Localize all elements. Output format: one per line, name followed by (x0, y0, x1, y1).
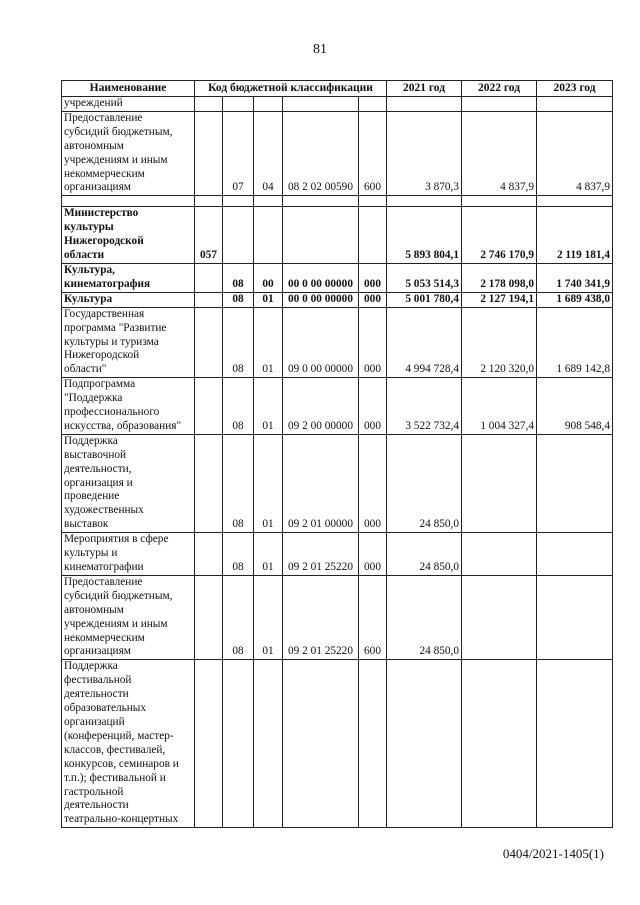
row-vr: 000 (359, 292, 387, 307)
row-2023: 1 689 438,0 (537, 292, 613, 307)
row-2022: 2 127 194,1 (462, 292, 537, 307)
header-2023: 2023 год (537, 81, 613, 97)
row-name: учреждений (62, 97, 195, 112)
header-2021: 2021 год (387, 81, 462, 97)
table-row (62, 307, 613, 378)
row-name: Предоставление субсидий бюджетным, автономным учреждениям и иным некоммерческим организациям (62, 111, 195, 195)
row-2022: 2 746 170,9 (462, 207, 537, 264)
row-csr (283, 97, 359, 112)
row-csr: 08 2 02 00590 (283, 111, 359, 195)
budget-table (61, 80, 613, 828)
row-ved (195, 660, 223, 828)
row-2022 (462, 434, 537, 532)
table-row (62, 378, 613, 435)
row-rz: 08 (223, 434, 254, 532)
row-ved (195, 97, 223, 112)
row-rz (223, 660, 254, 828)
row-rz: 08 (223, 263, 254, 292)
row-vr: 600 (359, 575, 387, 659)
row-vr (359, 97, 387, 112)
row-name: Культура, кинематография (62, 263, 195, 292)
row-2022 (462, 660, 537, 828)
row-2022: 1 004 327,4 (462, 378, 537, 435)
row-2021: 5 893 804,1 (387, 207, 462, 264)
row-pr (254, 207, 283, 264)
document-code: 0404/2021-1405(1) (502, 846, 604, 861)
row-csr: 09 2 01 25220 (283, 533, 359, 576)
row-csr: 09 0 00 00000 (283, 307, 359, 378)
row-name: Предоставление субсидий бюджетным, автономным учреждениям и иным некоммерческим организациям (62, 575, 195, 659)
row-vr: 000 (359, 263, 387, 292)
row-name: Поддержка выставочной деятельности, организация и проведение художественных выставок (62, 434, 195, 532)
row-csr (283, 660, 359, 828)
row-2021: 5 053 514,3 (387, 263, 462, 292)
spacer-row (62, 196, 613, 207)
row-2021: 24 850,0 (387, 575, 462, 659)
row-2023 (537, 97, 613, 112)
header-2022: 2022 год (462, 81, 537, 97)
row-2021 (387, 97, 462, 112)
row-2021: 3 870,3 (387, 111, 462, 195)
row-vr: 000 (359, 434, 387, 532)
row-rz: 08 (223, 575, 254, 659)
row-pr: 00 (254, 263, 283, 292)
table-row (62, 533, 613, 576)
row-2023: 908 548,4 (537, 378, 613, 435)
row-pr: 04 (254, 111, 283, 195)
row-pr: 01 (254, 307, 283, 378)
row-csr: 00 0 00 00000 (283, 263, 359, 292)
header-code: Код бюджетной классификации (195, 81, 387, 97)
table-row (62, 207, 613, 264)
row-rz: 08 (223, 378, 254, 435)
row-ved (195, 111, 223, 195)
row-2022: 2 178 098,0 (462, 263, 537, 292)
row-pr: 01 (254, 434, 283, 532)
table-header-row (62, 81, 613, 97)
row-ved: 057 (195, 207, 223, 264)
row-2022 (462, 533, 537, 576)
row-rz: 08 (223, 292, 254, 307)
row-csr: 00 0 00 00000 (283, 292, 359, 307)
table-row (62, 434, 613, 532)
row-2021: 24 850,0 (387, 434, 462, 532)
row-pr: 01 (254, 292, 283, 307)
page-number: 81 (313, 42, 327, 57)
row-csr: 09 2 01 00000 (283, 434, 359, 532)
row-rz (223, 97, 254, 112)
row-rz (223, 207, 254, 264)
row-vr: 000 (359, 533, 387, 576)
table-row (62, 575, 613, 659)
row-vr (359, 660, 387, 828)
row-pr: 01 (254, 575, 283, 659)
row-2023: 1 740 341,9 (537, 263, 613, 292)
row-pr (254, 660, 283, 828)
row-2023: 4 837,9 (537, 111, 613, 195)
row-csr: 09 2 01 25220 (283, 575, 359, 659)
row-vr (359, 207, 387, 264)
table-row (62, 111, 613, 195)
row-2022: 4 837,9 (462, 111, 537, 195)
row-pr: 01 (254, 533, 283, 576)
row-2022 (462, 575, 537, 659)
row-2022: 2 120 320,0 (462, 307, 537, 378)
row-ved (195, 434, 223, 532)
row-2023 (537, 575, 613, 659)
row-ved (195, 263, 223, 292)
row-rz: 07 (223, 111, 254, 195)
row-2023 (537, 434, 613, 532)
row-2023: 1 689 142,8 (537, 307, 613, 378)
row-ved (195, 292, 223, 307)
row-ved (195, 575, 223, 659)
table-row (62, 660, 613, 828)
table-row (62, 97, 613, 112)
row-rz: 08 (223, 307, 254, 378)
row-pr (254, 97, 283, 112)
row-vr: 000 (359, 307, 387, 378)
row-ved (195, 533, 223, 576)
row-pr: 01 (254, 378, 283, 435)
row-2023 (537, 660, 613, 828)
row-vr: 600 (359, 111, 387, 195)
row-ved (195, 378, 223, 435)
row-2022 (462, 97, 537, 112)
row-csr (283, 207, 359, 264)
row-name: Подпрограмма "Поддержка профессионального искусства, образования" (62, 378, 195, 435)
row-vr: 000 (359, 378, 387, 435)
row-2021: 24 850,0 (387, 533, 462, 576)
row-name: Поддержка фестивальной деятельности образовательных организаций (конференций, мастер- классов, фестивалей, конкурсов, семинаров и т.п.); фестивальной и гастрольной деятельности театрально-концертных (62, 660, 195, 828)
row-ved (195, 307, 223, 378)
row-name: Культура (62, 292, 195, 307)
row-2021 (387, 660, 462, 828)
row-rz: 08 (223, 533, 254, 576)
row-csr: 09 2 00 00000 (283, 378, 359, 435)
row-name: Министерство культуры Нижегородской области (62, 207, 195, 264)
row-2021: 3 522 732,4 (387, 378, 462, 435)
row-name: Государственная программа "Развитие культуры и туризма Нижегородской области" (62, 307, 195, 378)
row-2021: 4 994 728,4 (387, 307, 462, 378)
row-2021: 5 001 780,4 (387, 292, 462, 307)
row-name: Мероприятия в сфере культуры и кинематографии (62, 533, 195, 576)
row-2023: 2 119 181,4 (537, 207, 613, 264)
header-name: Наименование (62, 81, 195, 97)
table-row (62, 263, 613, 292)
row-2023 (537, 533, 613, 576)
table-row (62, 292, 613, 307)
